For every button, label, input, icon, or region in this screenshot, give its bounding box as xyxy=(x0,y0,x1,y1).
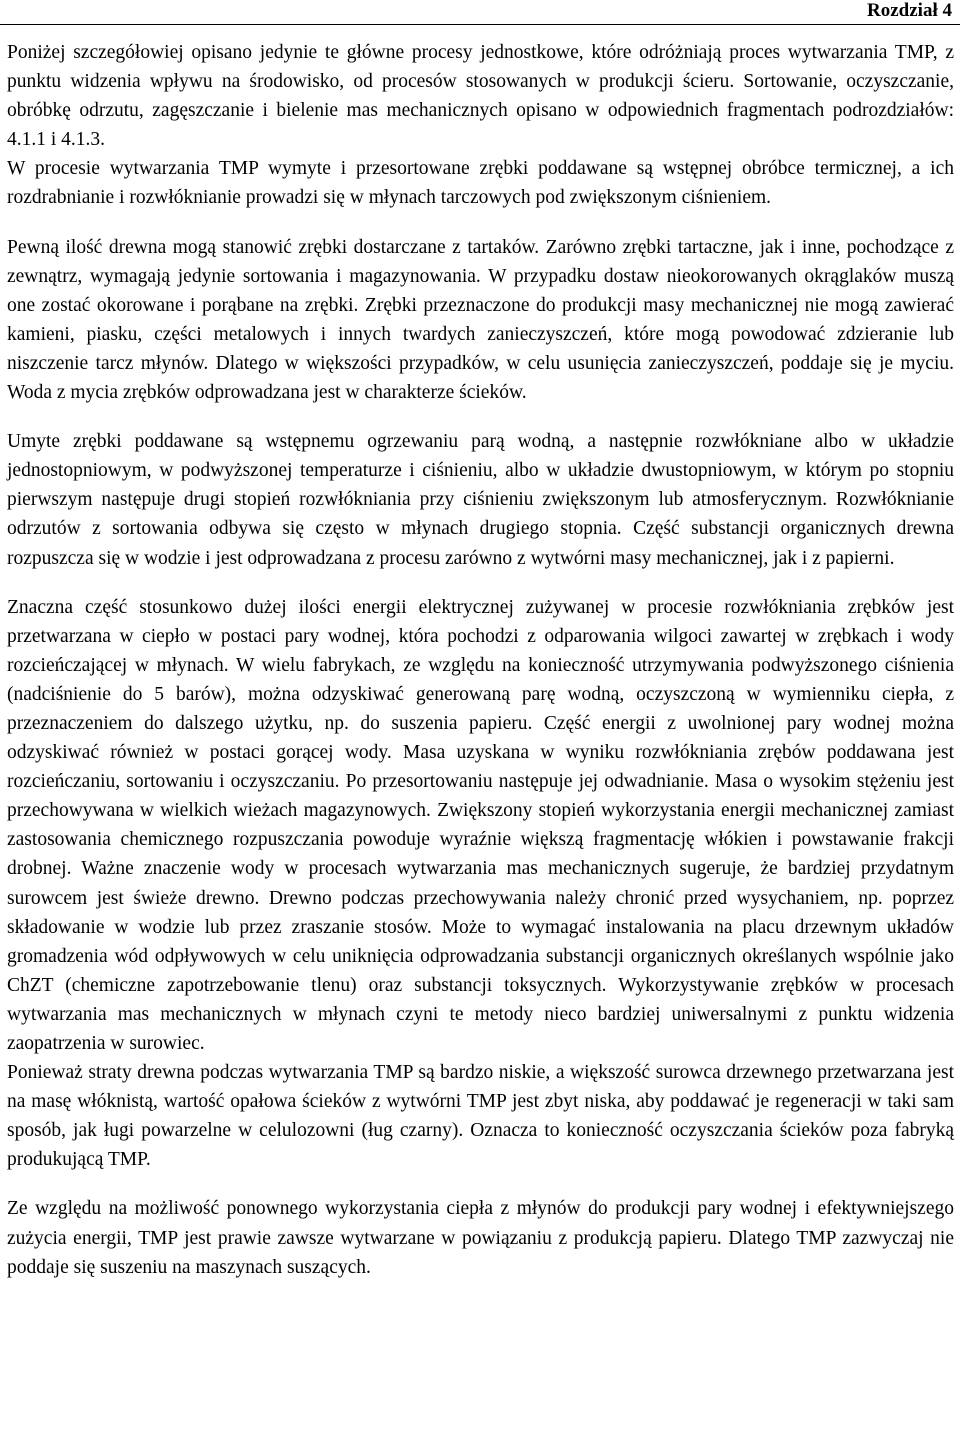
chapter-header: Rozdział 4 xyxy=(867,0,952,21)
paragraph-spacer xyxy=(7,407,954,427)
paragraph-spacer xyxy=(7,573,954,593)
paragraph-wood-losses: Ponieważ straty drewna podczas wytwarzania TMP są bardzo niskie, a większość surowca drzewnego przetwarzana jest na masę włóknistą, wartość opałowa ścieków z wytwórni TMP jest zbyt niska, aby poddawać je regeneracji w taki sam sposób, jak ługi powarzelne w celulozowni (ług czarny). Oznacza to konieczność oczyszczania ścieków poza fabryką produkującą TMP. xyxy=(7,1062,954,1171)
header-rule xyxy=(0,24,960,25)
body-text xyxy=(7,38,954,1282)
paragraph-spacer xyxy=(7,1174,954,1194)
paragraph-refining: Umyte zrębki poddawane są wstępnemu ogrzewaniu parą wodną, a następnie rozwłókniane albo w układzie jednostopniowym, w podwyższonej temperaturze i ciśnieniu, albo w układzie dwustopniowym, w którym po stopniu pierwszym następuje drugi stopień rozwłókniania przy ciśnieniu zwiększonym lub atmosferycznym. Rozwłóknianie odrzutów z sortowania odbywa się często w młynach drugiego stopnia. Część substancji organicznych drewna rozpuszcza się w wodzie i jest odprowadzana z procesu zarówno z wytwórni masy mechanicznej, jak i z papierni. xyxy=(7,431,954,569)
paragraph-chips-supply: Pewną ilość drewna mogą stanowić zrębki dostarczane z tartaków. Zarówno zrębki tartaczne, jak i inne, pochodzące z zewnątrz, wymagają jedynie sortowania i magazynowania. W przypadku dostaw nieokorowanych okrąglaków muszą one zostać okorowane i porąbane na zrębki. Zrębki przeznaczone do produkcji masy mechanicznej nie mogą zawierać kamieni, piasku, części metalowych i innych twardych zanieczyszczeń, które mogą powodować zdzieranie lub niszczenie tarcz młynów. Dlatego w większości przypadków, w celu usunięcia zanieczyszczeń, poddaje się je myciu. Woda z mycia zrębków odprowadzana jest w charakterze ścieków. xyxy=(7,236,954,404)
paragraph-intro: Poniżej szczegółowiej opisano jedynie te główne procesy jednostkowe, które odróżniają proces wytwarzania TMP, z punktu widzenia wpływu na środowisko, od procesów stosowanych w produkcji ścieru. Sortowanie, oczyszczanie, obróbkę odrzutu, zagęszczanie i bielenie mas mechanicznych opisano w odpowiednich fragmentach podrozdziałów: 4.1.1 i 4.1.3. xyxy=(7,42,954,151)
paragraph-spacer xyxy=(7,213,954,233)
paragraph-energy: Znaczna część stosunkowo dużej ilości energii elektrycznej zużywanej w procesie rozwłókniania zrębków jest przetwarzana w ciepło w postaci pary wodnej, która pochodzi z odparowania wilgoci zawartej w zrębkach i wody rozcieńczającej w młynach. W wielu fabrykach, ze względu na konieczność utrzymywania podwyższonego ciśnienia (nadciśnienie do 5 barów), można odzyskiwać generowaną parę wodną, oczyszczoną w wymienniku ciepła, z przeznaczeniem do dalszego użytku, np. do suszenia papieru. Część energii z uwolnionej pary wodnej można odzyskiwać również w postaci gorącej wody. Masa uzyskana w wyniku rozwłókniania zrębów poddawana jest rozcieńczaniu, sortowaniu i oczyszczaniu. Po przesortowaniu następuje jej odwadnianie. Masa o wysokim stężeniu jest przechowywana w wielkich wieżach magazynowych. Zwiększony stopień wykorzystania energii mechanicznej zamiast zastosowania chemicznego rozpuszczania powoduje wyraźnie większą fragmentację włókien i powstawanie frakcji drobnej. Ważne znaczenie wody w procesach wytwarzania mas mechanicznych sugeruje, że bardziej przydatnym surowcem jest świeże drewno. Drewno podczas przechowywania należy chronić przed wysychaniem, np. poprzez składowanie w wodzie lub przez zraszanie stosów. Może to wymagać instalowania na placu drzewnym układów gromadzenia wód odpływowych w celu uniknięcia odprowadzania substancji organicznych określanych wspólnie jako ChZT (chemiczne zapotrzebowanie tlenu) oraz substancji toksycznych. Wykorzystywanie zrębków w procesach wytwarzania mas mechanicznych w młynach czyni te metody nieco bardziej uniwersalnymi z punktu widzenia zaopatrzenia w surowiec. xyxy=(7,596,954,1054)
paragraph-heat-reuse: Ze względu na możliwość ponownego wykorzystania ciepła z młynów do produkcji pary wodnej i efektywniejszego zużycia energii, TMP jest prawie zawsze wytwarzane w powiązaniu z produkcją papieru. Dlatego TMP zazwyczaj nie poddaje się suszeniu na maszynach suszących. xyxy=(7,1198,954,1278)
paragraph-tmp-process: W procesie wytwarzania TMP wymyte i przesortowane zrębki poddawane są wstępnej obróbce termicznej, a ich rozdrabnianie i rozwłóknianie prowadzi się w młynach tarczowych pod zwiększonym ciśnieniem. xyxy=(7,158,954,209)
